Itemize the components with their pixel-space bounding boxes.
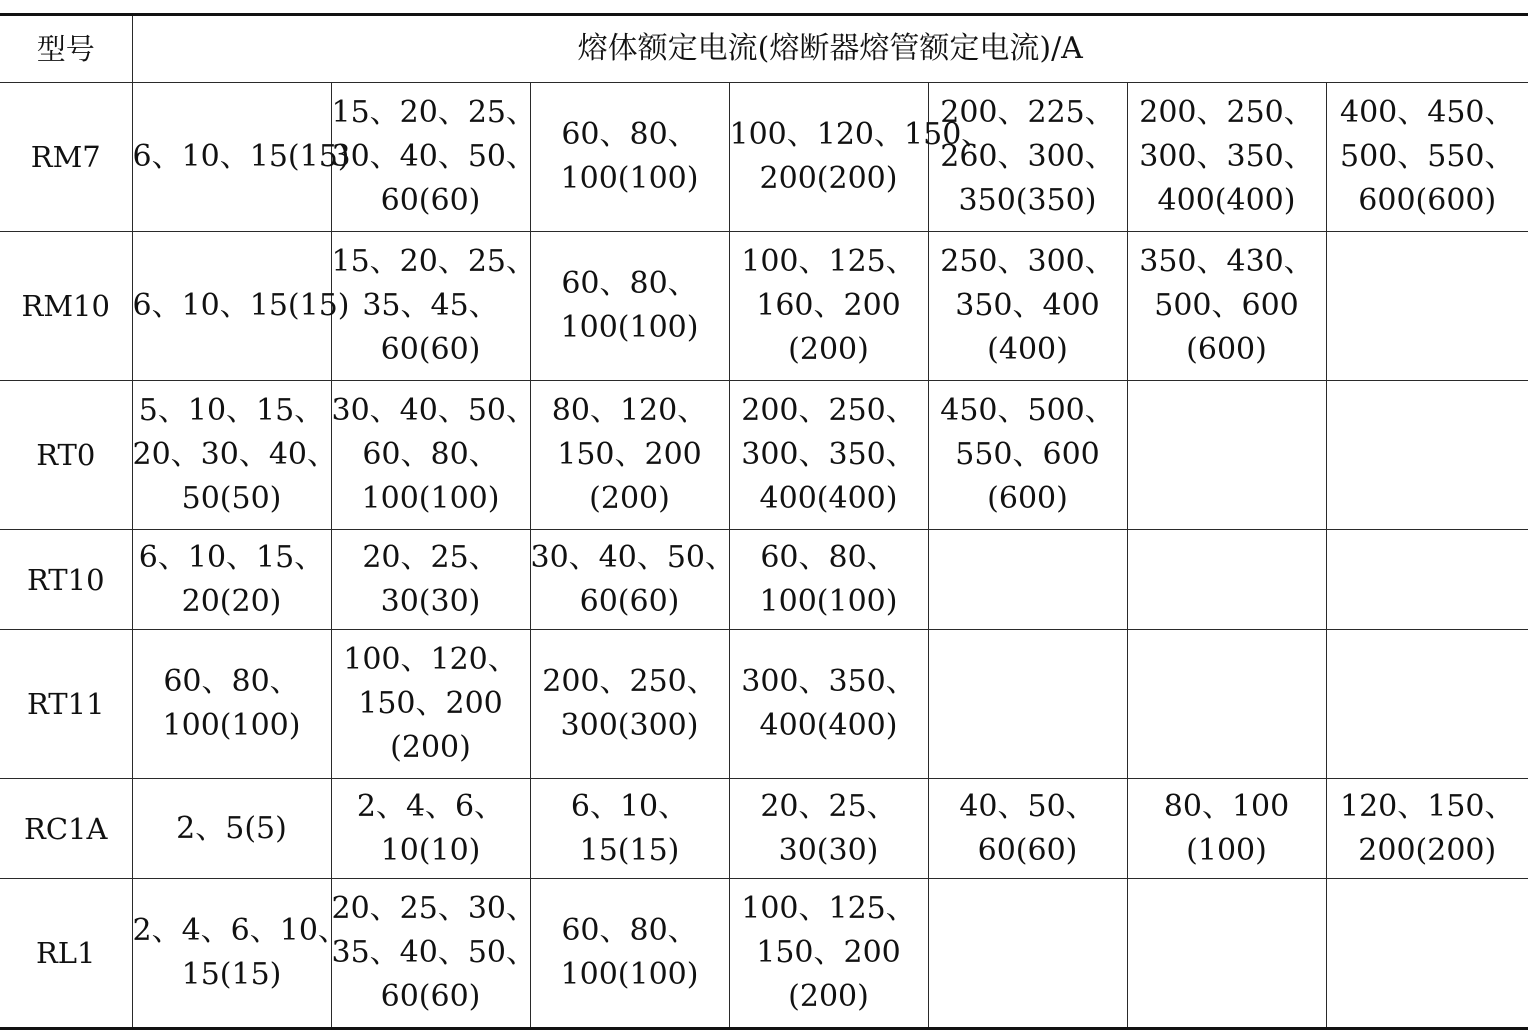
cell-line: 60、80、 <box>561 117 698 152</box>
cell-line: 2、5(5) <box>176 810 287 846</box>
rated-current-cell <box>132 630 331 779</box>
cell-line: 150、200 <box>756 935 901 970</box>
rated-current-cell <box>1326 83 1528 232</box>
cell-line: 60、80、 <box>561 913 698 948</box>
table-body <box>0 15 1528 1029</box>
rated-current-cell <box>1127 530 1326 630</box>
rated-current-cell <box>729 630 928 779</box>
cell-line: 200、250、 <box>1139 95 1314 130</box>
rated-current-cell <box>331 381 537 530</box>
table-row <box>0 83 1528 232</box>
cell-line: 260、300、 <box>940 139 1115 174</box>
cell-line: 100、125、 <box>741 891 916 926</box>
cell-line: 100、120、150、 <box>729 117 992 152</box>
cell-line: 100(100) <box>560 161 699 196</box>
cell-line: 450、500、 <box>940 393 1115 428</box>
cell-line: 200、225、 <box>940 95 1115 130</box>
cell-line: 15、20、25、 <box>331 95 537 130</box>
model-cell: RT0 <box>0 381 132 530</box>
cell-line: 60、80、 <box>760 539 897 575</box>
cell-line: 20(20) <box>181 583 282 619</box>
cell-line: 30(30) <box>778 832 879 868</box>
rated-current-cell <box>331 879 537 1029</box>
cell-line: 20、30、40、 <box>132 437 338 472</box>
cell-line: 35、40、50、 <box>331 935 537 970</box>
rated-current-cell <box>331 530 530 630</box>
cell-line: 2、4、6、10、 <box>132 913 348 948</box>
table-row <box>0 381 1528 530</box>
cell-line: (200) <box>589 481 670 516</box>
cell-line: 6、10、15、 <box>138 539 325 575</box>
model-cell: RL1 <box>0 879 132 1029</box>
cell-line: 400(400) <box>759 481 898 516</box>
cell-line: 15(15) <box>579 832 680 868</box>
rated-current-cell <box>928 530 1127 630</box>
cell-line: 10(10) <box>380 832 481 868</box>
rated-current-cell <box>331 83 537 232</box>
cell-line: (200) <box>390 730 471 765</box>
rated-current-cell <box>729 530 928 630</box>
rated-current-cell <box>1326 779 1528 879</box>
cell-line: 400(400) <box>759 708 898 743</box>
rated-current-cell <box>530 381 729 530</box>
model-cell: RC1A <box>0 779 132 879</box>
rated-current-cell <box>132 381 338 530</box>
cell-line: 60(60) <box>977 832 1078 868</box>
cell-line: 100(100) <box>759 583 898 619</box>
cell-line: 100(100) <box>560 310 699 345</box>
table-row <box>0 779 1528 879</box>
cell-line: 5、10、15、 <box>138 393 325 428</box>
cell-line: 100(100) <box>361 481 500 516</box>
cell-line: 100(100) <box>162 708 301 743</box>
cell-line: 20、25、 <box>760 788 897 824</box>
table-row <box>0 879 1528 1029</box>
cell-line: (400) <box>987 332 1068 367</box>
cell-line: 60、80、 <box>163 664 300 699</box>
rated-current-cell <box>1127 381 1326 530</box>
cell-line: (200) <box>788 332 869 367</box>
cell-line: 150、200 <box>557 437 702 472</box>
cell-line: 200、250、 <box>741 393 916 428</box>
table-row <box>0 530 1528 630</box>
cell-line: 400、450、 <box>1340 95 1515 130</box>
cell-line: 30、40、50、 <box>530 539 736 575</box>
rated-current-cell <box>1127 779 1326 879</box>
rated-current-cell <box>530 779 729 879</box>
cell-line: 6、10、15(15) <box>132 139 350 174</box>
cell-line: 100、125、 <box>741 244 916 279</box>
table-row <box>0 232 1528 381</box>
model-cell: RT10 <box>0 530 132 630</box>
cell-line: 250、300、 <box>940 244 1115 279</box>
rated-current-cell <box>132 83 350 232</box>
rated-current-cell <box>928 83 1127 232</box>
model-cell: RM10 <box>0 232 132 381</box>
rated-current-cell <box>530 232 729 381</box>
rated-current-cell <box>729 83 992 232</box>
rated-current-cell <box>530 879 729 1029</box>
rated-current-cell <box>530 83 729 232</box>
cell-line: 550、600 <box>955 437 1100 472</box>
cell-line: 350、400 <box>955 288 1100 323</box>
cell-line: 120、150、 <box>1340 788 1515 824</box>
cell-line: 400(400) <box>1157 183 1296 218</box>
cell-line: 60(60) <box>380 979 481 1014</box>
rated-current-cell <box>1127 879 1326 1029</box>
rated-current-cell <box>132 779 331 879</box>
rated-current-cell <box>1326 381 1528 530</box>
model-header-cell: 型号 <box>0 15 132 83</box>
model-cell: RM7 <box>0 83 132 232</box>
rated-current-cell <box>928 381 1127 530</box>
cell-line: 60(60) <box>380 183 481 218</box>
cell-line: 500、600 <box>1154 288 1299 323</box>
cell-line: 50(50) <box>181 481 282 516</box>
cell-line: 15、20、25、 <box>331 244 537 279</box>
rated-current-cell <box>1127 232 1326 381</box>
cell-line: 200、250、 <box>542 664 717 699</box>
cell-line: 200(200) <box>1358 832 1497 868</box>
rated-current-cell <box>331 779 530 879</box>
cell-line: 30(30) <box>380 583 481 619</box>
rated-current-cell <box>331 232 537 381</box>
cell-line: 2、4、6、 <box>356 788 505 824</box>
cell-line: 600(600) <box>1358 183 1497 218</box>
rated-current-cell <box>729 381 928 530</box>
cell-line: 15(15) <box>181 957 282 992</box>
cell-line: 350、430、 <box>1139 244 1314 279</box>
cell-line: 300(300) <box>560 708 699 743</box>
cell-line: 300、350、 <box>741 437 916 472</box>
rated-current-cell <box>530 630 729 779</box>
cell-line: 30、40、50、 <box>331 393 537 428</box>
rated-current-cell <box>729 232 928 381</box>
rated-current-header-cell: 熔体额定电流(熔断器熔管额定电流)/A <box>132 15 1528 83</box>
cell-line: 200(200) <box>759 161 898 196</box>
cell-line: 40、50、 <box>959 788 1096 824</box>
header-row <box>0 15 1528 83</box>
rated-current-cell <box>1326 232 1528 381</box>
cell-line: 30、40、50、 <box>331 139 537 174</box>
rated-current-cell <box>928 779 1127 879</box>
cell-line: 500、550、 <box>1340 139 1515 174</box>
cell-line: 20、25、30、 <box>331 891 537 926</box>
cell-line: 300、350、 <box>741 664 916 699</box>
rated-current-cell <box>530 530 736 630</box>
cell-line: 6、10、 <box>570 788 689 824</box>
rated-current-cell <box>1326 879 1528 1029</box>
rated-current-cell <box>928 232 1127 381</box>
fuse-rating-table <box>0 13 1528 1030</box>
rated-current-cell <box>1326 630 1528 779</box>
rated-current-cell <box>729 779 928 879</box>
cell-line: 20、25、 <box>362 539 499 575</box>
cell-line: 60、80、 <box>362 437 499 472</box>
rated-current-cell <box>1326 530 1528 630</box>
cell-line: 160、200 <box>756 288 901 323</box>
cell-line: 100(100) <box>560 957 699 992</box>
cell-line: 350(350) <box>958 183 1097 218</box>
cell-line: (200) <box>788 979 869 1014</box>
rated-current-cell <box>132 232 350 381</box>
cell-line: 6、10、15(15) <box>132 288 350 323</box>
cell-line: 300、350、 <box>1139 139 1314 174</box>
table-row <box>0 630 1528 779</box>
rated-current-cell <box>928 630 1127 779</box>
cell-line: 80、100 <box>1163 788 1290 824</box>
cell-line: 100、120、 <box>343 642 518 677</box>
cell-line: (600) <box>1186 332 1267 367</box>
rated-current-cell <box>729 879 928 1029</box>
cell-line: 60(60) <box>579 583 680 619</box>
rated-current-cell <box>928 879 1127 1029</box>
cell-line: 150、200 <box>358 686 503 721</box>
cell-line: (600) <box>987 481 1068 516</box>
rated-current-cell <box>132 879 348 1029</box>
cell-line: 60(60) <box>380 332 481 367</box>
rated-current-cell <box>1127 630 1326 779</box>
model-cell: RT11 <box>0 630 132 779</box>
cell-line: 80、120、 <box>551 393 708 428</box>
cell-line: 35、45、 <box>362 288 499 323</box>
rated-current-cell <box>132 530 331 630</box>
rated-current-cell <box>1127 83 1326 232</box>
cell-line: 60、80、 <box>561 266 698 301</box>
cell-line: (100) <box>1186 832 1267 868</box>
rated-current-cell <box>331 630 530 779</box>
